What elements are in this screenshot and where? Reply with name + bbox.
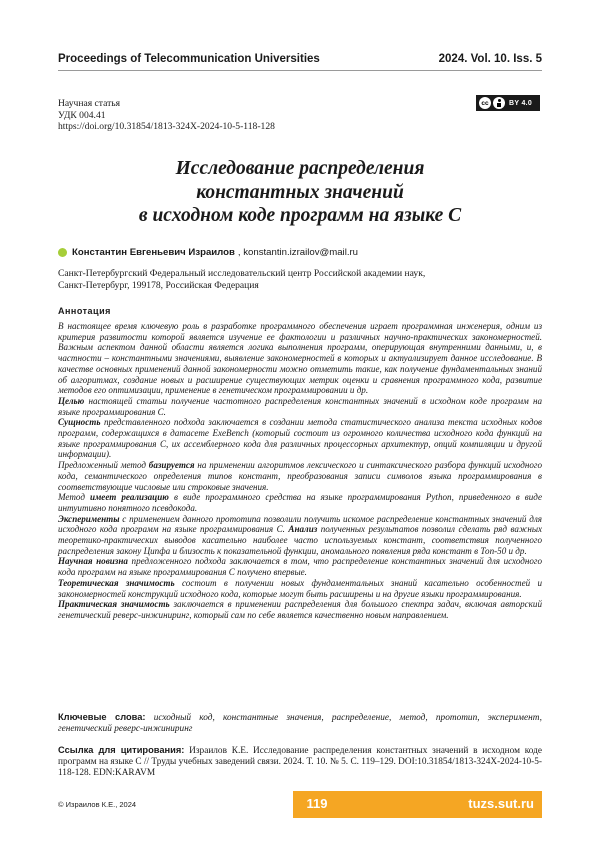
author-line bbox=[58, 247, 358, 258]
journal-site-link[interactable]: tuzs.sut.ru bbox=[468, 796, 534, 811]
cc-icon: cc bbox=[479, 97, 491, 109]
abstract-term: Научная новизна bbox=[58, 556, 128, 566]
license-label: BY 4.0 bbox=[509, 100, 532, 107]
abstract-paragraph bbox=[58, 417, 542, 460]
abstract-paragraph: В настоящее время ключевую роль в разработке программного обеспечения играет программная инженерия, одним из критерия развитости которой является изучение ее фактологии и различных научно-практических закономерностей. Важным аспектом данной области является логика выполнения программ, оперирующая внутренними данными, и, в частности – константными значениями, выявление закономерностей в которых и актуализирует данное исследование. В качестве основных применений данной закономерности можно отметить такие, как получение фундаментальных знаний об алгоритмах, создание новых и расширение существующих метрик оценки и сравнения программного кода, развитие методов его оптимизации, применение в генетическом программировании и др. bbox=[58, 321, 542, 396]
abstract-body bbox=[58, 321, 542, 621]
abstract-paragraph bbox=[58, 514, 542, 557]
citation bbox=[58, 745, 542, 780]
affiliation-line: Санкт-Петербургский Федеральный исследовательский центр Российской академии наук, bbox=[58, 268, 425, 280]
author-email[interactable]: , konstantin.izrailov@mail.ru bbox=[238, 247, 358, 258]
title-line: константных значений bbox=[0, 181, 600, 205]
doi-link[interactable]: https://doi.org/10.31854/1813-324X-2024-10-5-118-128 bbox=[58, 121, 275, 133]
title-line: в исходном коде программ на языке С bbox=[0, 204, 600, 228]
header-rule bbox=[58, 70, 542, 71]
attribution-icon bbox=[493, 97, 505, 109]
abstract-term: Сущность bbox=[58, 417, 100, 427]
abstract-text: представленного подхода заключается в создании метода статистического анализа текста исходных кодов программ, содержащихся в датасете ExeBench (который состоит из огромного количества исходного кода функций на языке программирования С, их ассемблерного кода для различных процессорных архитектур, опций компиляции и другой информации). bbox=[58, 417, 542, 459]
abstract-paragraph bbox=[58, 556, 542, 577]
abstract-text: полученных результатов позволил сделать ряд важных теоретико-практических выводов касательно наиболее часто используемых констант, соответствия полученного распределения закону Ципфа и близость к показательной функции, аномального появления ряда констант в Топ-50 и др. bbox=[58, 524, 542, 555]
citation-text: Израилов К.Е. Исследование распределения константных значений в исходном коде программ на языке С // Труды учебных заведений связи. 2024. Т. 10. № 5. С. 119–129. DOI:10.31854/1813-324X-2024-10-5-118-128. EDN:KARAVM bbox=[58, 746, 542, 778]
journal-name: Proceedings of Telecommunication Universities bbox=[58, 53, 320, 65]
abstract-text: Предложенный метод bbox=[58, 460, 149, 470]
abstract-text: на применении алгоритмов лексического и синтаксического разбора функций исходного кода, семантического определения типов констант, преобразования записи символов языка программирования в соответствующие числовые или строковые значения. bbox=[58, 460, 542, 491]
abstract-paragraph bbox=[58, 599, 542, 620]
keywords-label: Ключевые слова: bbox=[58, 712, 146, 722]
abstract-term: имеет реализацию bbox=[90, 492, 169, 502]
citation-label: Ссылка для цитирования: bbox=[58, 745, 184, 755]
article-title bbox=[0, 157, 600, 228]
page-number: 119 bbox=[297, 796, 337, 811]
abstract-term: Теоретическая значимость bbox=[58, 578, 175, 588]
issue-info: 2024. Vol. 10. Iss. 5 bbox=[439, 53, 542, 65]
title-line: Исследование распределения bbox=[0, 157, 600, 181]
abstract-text: предложенного подхода заключается в том, что распределение константных значений для исходного кода программ на языке программирования С получено впервые. bbox=[58, 556, 542, 577]
article-meta bbox=[58, 98, 275, 133]
copyright: © Израилов К.Е., 2024 bbox=[58, 800, 136, 809]
affiliation bbox=[58, 268, 425, 291]
abstract-term: Целью bbox=[58, 396, 84, 406]
abstract-text: в виде программного средства на языке программирования Python, приведенного в виде интуитивно понятного псевдокода. bbox=[58, 492, 542, 513]
abstract-paragraph bbox=[58, 492, 542, 513]
abstract-text: с применением данного прототипа позволили получить искомое распределение константных значений для исходного кода программ на языке программирования С. bbox=[58, 514, 542, 535]
abstract-heading: Аннотация bbox=[58, 306, 111, 316]
abstract-text: настоящей статьи получение частотного распределения константных значений в исходном коде программ на языке программирования С. bbox=[58, 396, 542, 417]
abstract-term: базируется bbox=[149, 460, 195, 470]
abstract-text: заключается в применении распределения для большого спектра задач, включая авторский генетический реверс-инжиниринг, который сам по себе является качественно новым направлением. bbox=[58, 599, 542, 620]
udc-code: УДК 004.41 bbox=[58, 110, 275, 122]
abstract-paragraph bbox=[58, 396, 542, 417]
article-type: Научная статья bbox=[58, 98, 275, 110]
abstract-term: Практическая значимость bbox=[58, 599, 170, 609]
abstract-paragraph bbox=[58, 460, 542, 492]
cc-license-badge[interactable] bbox=[476, 95, 540, 111]
abstract-text: состоит в получении новых фундаментальных знаний касательно особенностей и закономерностей конструкций исходного кода, которые могут быть расширены и на другие языки программирования. bbox=[58, 578, 542, 599]
abstract-term: Эксперименты bbox=[58, 514, 120, 524]
affiliation-line: Санкт-Петербург, 199178, Российская Федерация bbox=[58, 280, 425, 292]
abstract-paragraph bbox=[58, 578, 542, 599]
abstract-term: Анализ bbox=[288, 524, 317, 534]
abstract-text: Метод bbox=[58, 492, 90, 502]
keywords bbox=[58, 712, 542, 735]
author-name: Константин Евгеньевич Израилов bbox=[72, 247, 235, 258]
orcid-icon[interactable] bbox=[58, 248, 67, 257]
keywords-text: исходный код, константные значения, распределение, метод, прототип, эксперимент, генетический реверс-инжиниринг bbox=[58, 713, 542, 734]
